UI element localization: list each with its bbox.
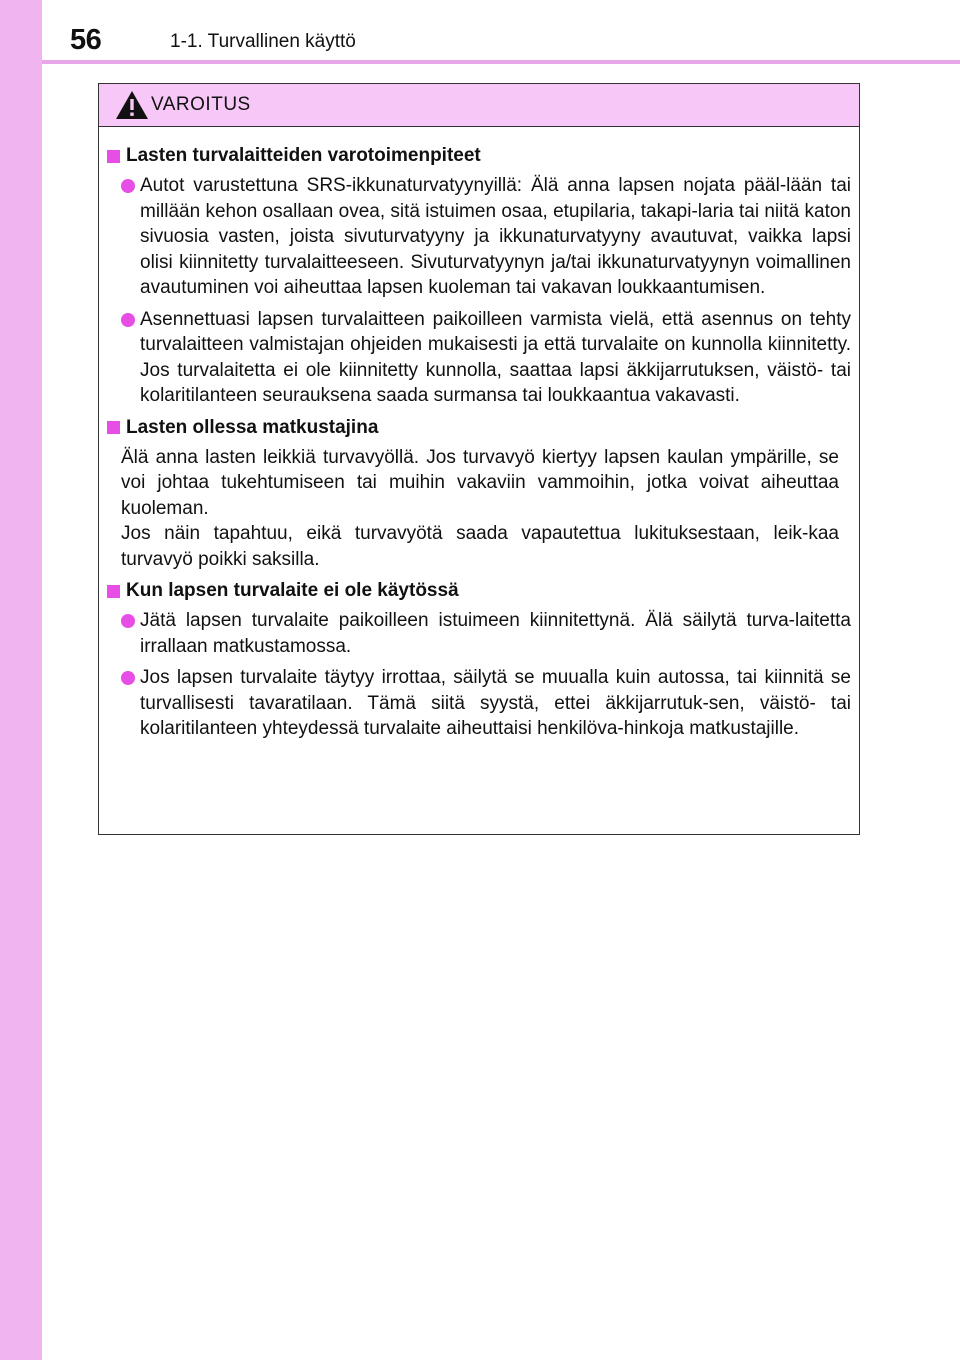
round-bullet-icon bbox=[121, 179, 135, 193]
round-bullet-icon bbox=[121, 313, 135, 327]
section-heading-text: Kun lapsen turvalaite ei ole käytössä bbox=[126, 580, 459, 601]
bullet-text: Asennettuasi lapsen turvalaitteen paikoilleen varmista vielä, että asennus on tehty turvalaitteen valmistajan ohjeiden mukaisesti ja että turvalaite on kunnolla kiinnitetty. Jos turvalaitetta ei ole kiinnitetty kunnolla, saattaa lapsi äkkijarrutuksen, väistö- tai kolaritilanteen seurauksena saada surmansa tai loukkaantua vakavasti. bbox=[140, 308, 851, 406]
bullet-item bbox=[107, 173, 851, 301]
bullet-item bbox=[107, 307, 851, 409]
section-child-restraint-precautions bbox=[107, 143, 851, 409]
warning-triangle-icon bbox=[115, 90, 149, 120]
warning-box bbox=[98, 83, 860, 835]
page-number: 56 bbox=[70, 24, 102, 56]
header-rule bbox=[42, 60, 960, 64]
round-bullet-icon bbox=[121, 614, 135, 628]
section-heading-text: Lasten ollessa matkustajina bbox=[126, 416, 379, 438]
bullet-item bbox=[107, 665, 851, 742]
bullet-text: Jos lapsen turvalaite täytyy irrottaa, säilytä se muualla kuin autossa, tai kiinnitä se turvallisesti tavaratilaan. Tämä siitä syystä, ettei äkkijarrutuk-sen, väistö- tai kolaritilanteen yhteydessä turvalaite aiheuttaisi henkilöva-hinkoja matkustajille. bbox=[140, 667, 851, 739]
section-heading-text: Lasten turvalaitteiden varotoimenpiteet bbox=[126, 145, 481, 166]
warning-body bbox=[99, 127, 859, 742]
warning-header bbox=[99, 84, 859, 127]
section-restraint-not-in-use bbox=[107, 578, 851, 742]
square-bullet-icon bbox=[107, 421, 120, 434]
square-bullet-icon bbox=[107, 585, 120, 598]
warning-label: VAROITUS bbox=[151, 94, 251, 115]
section-heading bbox=[107, 143, 851, 169]
section-heading bbox=[107, 578, 851, 604]
round-bullet-icon bbox=[121, 671, 135, 685]
bullet-item bbox=[107, 608, 851, 659]
square-bullet-icon bbox=[107, 150, 120, 163]
bullet-text: Jätä lapsen turvalaite paikoilleen istuimeen kiinnitettynä. Älä säilytä turva-laitetta irrallaan matkustamossa. bbox=[140, 610, 851, 657]
section-children-as-passengers bbox=[107, 415, 851, 573]
paragraph: Älä anna lasten leikkiä turvavyöllä. Jos turvavyö kiertyy lapsen kaulan ympärille, se voi johtaa tukehtumiseen tai muihin vakaviin vammoihin, jotka voivat aiheuttaa kuoleman. bbox=[121, 446, 839, 519]
section-heading bbox=[107, 415, 851, 441]
section-title: 1-1. Turvallinen käyttö bbox=[170, 31, 356, 52]
bullet-text: Autot varustettuna SRS-ikkunaturvatyynyillä: Älä anna lapsen nojata pääl-lään tai millään kehon osallaan ovea, sitä istuimen osaa, etupilaria, takapi-laria tai niitä katon sivuosia vasten, joista sivuturvatyyny ja ikkunaturvatyyny avautuvat, vaikka lapsi olisi kiinnitetty turvalaitteeseen. Sivuturvatyynyn ja/tai ikkunaturvatyynyn voimallinen avautuminen voi aiheuttaa lapsen kuoleman tai vakavan loukkaantumisen. bbox=[140, 175, 851, 298]
side-color-bar bbox=[0, 0, 42, 1360]
paragraph: Jos näin tapahtuu, eikä turvavyötä saada vapautettua lukituksestaan, leik-kaa turvavyö poikki saksilla. bbox=[121, 523, 839, 570]
